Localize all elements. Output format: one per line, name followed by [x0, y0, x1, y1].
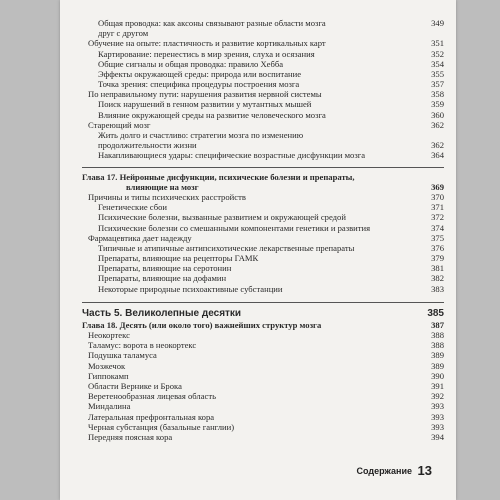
toc-entry-page: 388 — [431, 330, 444, 341]
toc-entry[interactable] — [82, 330, 444, 340]
toc-entry[interactable] — [82, 150, 444, 160]
toc-entry-page: 360 — [431, 109, 444, 120]
toc-entry-page: 393 — [431, 421, 444, 432]
chapter-17-title: Глава 17. Нейронные дисфункции, психические болезни и препараты, — [82, 171, 355, 182]
toc-entry-title: Картирование: перенестись в мир зрения, слуха и осязания — [98, 48, 315, 59]
toc-entry[interactable] — [82, 192, 444, 202]
toc-entry-page: 383 — [431, 283, 444, 294]
table-of-contents — [82, 0, 444, 442]
chapter-18-heading[interactable] — [82, 320, 444, 330]
toc-entry-page: 391 — [431, 380, 444, 391]
chapter-18-title: Глава 18. Десять (или около того) важнейших структур мозга — [82, 319, 322, 330]
toc-entry[interactable] — [82, 110, 444, 120]
toc-entry-title: Таламус: ворота в неокортекс — [88, 340, 197, 351]
toc-entry[interactable] — [82, 361, 444, 371]
toc-entry-title: Латеральная префронтальная кора — [88, 411, 215, 422]
toc-entry[interactable] — [82, 202, 444, 212]
toc-entry[interactable] — [82, 120, 444, 130]
toc-entry-page: 352 — [431, 48, 444, 59]
toc-entry-title: Влияние окружающей среды на развитие человеческого мозга — [98, 109, 326, 120]
toc-entry-title: друг с другом — [98, 28, 149, 39]
toc-entry-title: Миндалина — [88, 401, 131, 412]
toc-entry[interactable] — [82, 18, 444, 28]
toc-entry[interactable] — [82, 38, 444, 48]
toc-entry-title: Генетические сбои — [98, 202, 167, 213]
toc-entry[interactable] — [82, 49, 444, 59]
toc-entry-page: 381 — [431, 263, 444, 274]
chapter-17-page: 369 — [431, 181, 444, 192]
toc-entry-title: Стареющий мозг — [88, 119, 151, 130]
toc-entry[interactable] — [82, 212, 444, 222]
chapter-18-page: 387 — [431, 319, 444, 330]
toc-entry-title: Психические болезни со смешанными компонентами генетики и развития — [98, 222, 371, 233]
toc-entry[interactable] — [82, 381, 444, 391]
toc-entry-title: Общие сигналы и общая проводка: правило Хебба — [98, 58, 284, 69]
toc-entry-page: 394 — [431, 431, 444, 442]
chapter-17-title-cont: влияющие на мозг — [126, 181, 199, 192]
toc-entry[interactable] — [82, 350, 444, 360]
toc-entry[interactable] — [82, 79, 444, 89]
toc-entry-title: продолжительности жизни — [98, 140, 197, 151]
toc-entry-page: 359 — [431, 99, 444, 110]
part-5-page: 385 — [427, 307, 444, 319]
toc-entry-page: 370 — [431, 191, 444, 202]
toc-entry-title: Точка зрения: специфика процедуры построения мозга — [98, 79, 300, 90]
toc-entry[interactable] — [82, 253, 444, 263]
toc-entry-page: 392 — [431, 391, 444, 402]
toc-entry[interactable] — [82, 274, 444, 284]
toc-entry-title: Гиппокамп — [88, 370, 129, 381]
toc-entry-page: 354 — [431, 58, 444, 69]
toc-section-chapter-17 — [82, 192, 444, 294]
toc-entry-title: Фармацевтика дает надежду — [88, 232, 192, 243]
toc-entry-title: Общая проводка: как аксоны связывают разные области мозга — [98, 17, 326, 28]
toc-entry-title: Препараты, влияющие на рецепторы ГАМК — [98, 253, 259, 264]
page-number: 13 — [417, 463, 432, 478]
toc-entry[interactable] — [82, 340, 444, 350]
toc-entry-title: Черная субстанция (базальные ганглии) — [88, 421, 235, 432]
toc-entry-title: Типичные и атипичные антипсихотические лекарственные препараты — [98, 242, 355, 253]
toc-entry-title: Обучение на опыте: пластичность и развитие кортикальных карт — [88, 38, 326, 49]
toc-entry-title: Мозжечок — [88, 360, 126, 371]
toc-entry[interactable] — [82, 140, 444, 150]
toc-entry-page: 389 — [431, 360, 444, 371]
toc-entry-page: 351 — [431, 38, 444, 49]
section-divider — [82, 302, 444, 303]
toc-entry-page: 372 — [431, 212, 444, 223]
toc-entry-page: 393 — [431, 411, 444, 422]
toc-entry[interactable] — [82, 89, 444, 99]
toc-entry[interactable] — [82, 69, 444, 79]
toc-entry[interactable] — [82, 391, 444, 401]
toc-entry-title: Веретенообразная лицевая область — [88, 391, 217, 402]
toc-entry-page: 371 — [431, 202, 444, 213]
toc-entry[interactable] — [82, 233, 444, 243]
toc-entry-title: По неправильному пути: нарушения развития нервной системы — [88, 89, 322, 100]
toc-entry-page: 362 — [431, 119, 444, 130]
part-5-title: Часть 5. Великолепные десятки — [82, 307, 242, 319]
toc-entry[interactable] — [82, 412, 444, 422]
toc-entry-page: 362 — [431, 140, 444, 151]
toc-section-chapter-18 — [82, 330, 444, 442]
chapter-17-heading-cont[interactable] — [82, 182, 444, 192]
toc-entry[interactable] — [82, 284, 444, 294]
section-divider — [82, 167, 444, 168]
toc-entry[interactable] — [82, 371, 444, 381]
toc-entry-page: 393 — [431, 401, 444, 412]
toc-entry[interactable] — [82, 243, 444, 253]
toc-entry-page: 390 — [431, 370, 444, 381]
toc-entry-title: Причины и типы психических расстройств — [88, 191, 246, 202]
toc-entry-title: Психические болезни, вызванные развитием и окружающей средой — [98, 212, 346, 223]
toc-entry-title: Жить долго и счастливо: стратегии мозга по изменению — [98, 130, 304, 141]
toc-entry-page: 389 — [431, 350, 444, 361]
toc-entry-title: Накапливающиеся удары: специфические возрастные дисфункции мозга — [98, 150, 366, 161]
toc-entry-title: Поиск нарушений в генном развитии у мутантных мышей — [98, 99, 312, 110]
toc-entry-page: 349 — [431, 17, 444, 28]
toc-entry[interactable] — [82, 401, 444, 411]
toc-entry[interactable] — [82, 59, 444, 69]
part-5-heading[interactable] — [82, 307, 444, 320]
book-page — [60, 0, 456, 500]
toc-entry-title: Некоторые природные психоактивные субстанции — [98, 283, 283, 294]
toc-entry-title: Передняя поясная кора — [88, 431, 173, 442]
toc-entry-page: 358 — [431, 89, 444, 100]
toc-entry-title: Области Вернике и Брока — [88, 380, 182, 391]
toc-entry-title: Препараты, влияющие на серотонин — [98, 263, 232, 274]
toc-entry[interactable] — [82, 263, 444, 273]
toc-entry-page: 375 — [431, 232, 444, 243]
chapter-17-heading[interactable] — [82, 172, 444, 182]
toc-section-top — [82, 18, 444, 161]
toc-entry-page: 355 — [431, 68, 444, 79]
toc-entry[interactable] — [82, 432, 444, 442]
footer-label: Содержание — [356, 466, 412, 476]
toc-entry-title: Подушка таламуса — [88, 350, 157, 361]
toc-entry[interactable] — [82, 28, 444, 38]
toc-entry-title: Эффекты окружающей среды: природа или воспитание — [98, 68, 302, 79]
toc-entry-page: 376 — [431, 242, 444, 253]
toc-entry[interactable] — [82, 223, 444, 233]
toc-entry-page: 357 — [431, 79, 444, 90]
toc-entry[interactable] — [82, 100, 444, 110]
toc-entry[interactable] — [82, 130, 444, 140]
toc-entry[interactable] — [82, 422, 444, 432]
toc-entry-page: 374 — [431, 222, 444, 233]
toc-entry-page: 382 — [431, 273, 444, 284]
toc-entry-page: 388 — [431, 340, 444, 351]
toc-entry-page: 379 — [431, 253, 444, 264]
toc-entry-title: Препараты, влияющие на дофамин — [98, 273, 227, 284]
toc-entry-page: 364 — [431, 150, 444, 161]
toc-entry-title: Неокортекс — [88, 330, 130, 341]
